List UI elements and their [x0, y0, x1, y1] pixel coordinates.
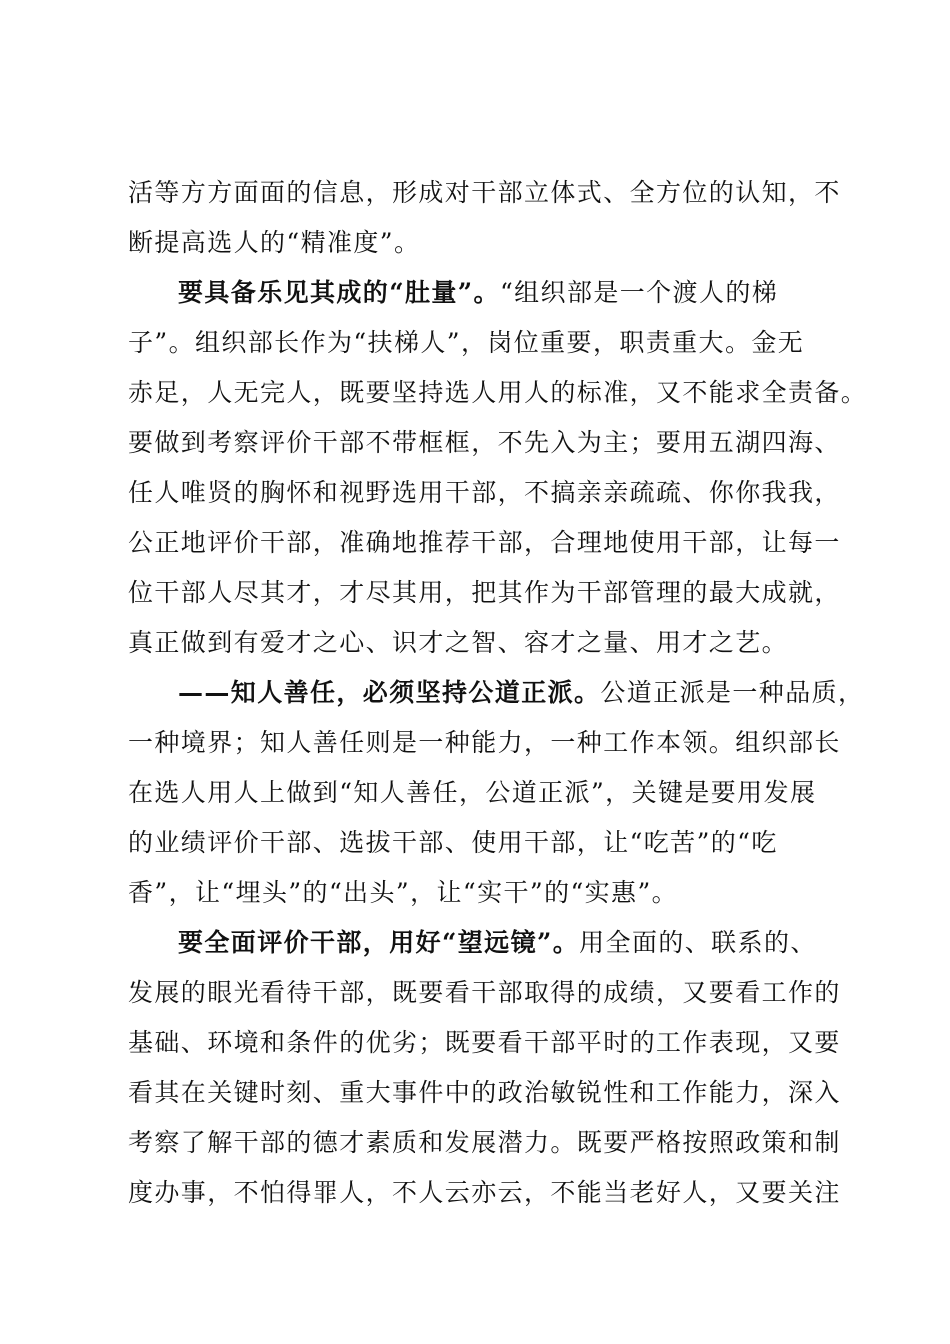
text-line: 活等方方面面的信息，形成对干部立体式、全方位的认知，不	[128, 178, 841, 207]
text-line: 公正地评价干部，准确地推荐干部，合理地使用干部，让每一	[128, 528, 841, 557]
paragraph-heading-line: 要全面评价干部，用好“望远镜”。用全面的、联系的、	[178, 928, 817, 957]
text-line: 在选人用人上做到“知人善任，公道正派”，关键是要用发展	[128, 778, 817, 807]
text-line: 基础、环境和条件的优劣；既要看干部平时的工作表现，又要	[128, 1028, 841, 1057]
bold-heading: 要全面评价干部，用好“望远镜”。	[178, 928, 580, 957]
text-line: 考察了解干部的德才素质和发展潜力。既要严格按照政策和制	[128, 1128, 841, 1157]
text-line: 的业绩评价干部、选拔干部、使用干部，让“吃苦”的“吃	[128, 828, 778, 857]
section-heading-line: ——知人善任，必须坚持公道正派。公道正派是一种品质，	[178, 678, 865, 707]
text-line: 要做到考察评价干部不带框框，不先入为主；要用五湖四海、	[128, 428, 841, 457]
text-line: 香”，让“埋头”的“出头”，让“实干”的“实惠”。	[128, 878, 679, 907]
text-line: 子”。组织部长作为“扶梯人”，岗位重要，职责重大。金无	[128, 328, 805, 357]
text-line: 发展的眼光看待干部，既要看干部取得的成绩，又要看工作的	[128, 978, 841, 1007]
bold-heading: ——知人善任，必须坚持公道正派。	[178, 678, 601, 707]
paragraph-heading-line: 要具备乐见其成的“肚量”。“组织部是一个渡人的梯	[178, 278, 779, 307]
text-line: 赤足，人无完人，既要坚持选人用人的标准，又不能求全责备。	[128, 378, 868, 407]
text-line: 任人唯贤的胸怀和视野选用干部，不搞亲亲疏疏、你你我我，	[128, 478, 841, 507]
text-line: 断提高选人的“精准度”。	[128, 228, 421, 257]
text-line: 看其在关键时刻、重大事件中的政治敏锐性和工作能力，深入	[128, 1078, 841, 1107]
text-line: 度办事，不怕得罪人，不人云亦云，不能当老好人，又要关注	[128, 1178, 841, 1207]
text-line: 一种境界；知人善任则是一种能力，一种工作本领。组织部长	[128, 728, 841, 757]
bold-heading: 要具备乐见其成的“肚量”。	[178, 278, 500, 307]
text-line: 位干部人尽其才，才尽其用，把其作为干部管理的最大成就，	[128, 578, 841, 607]
text-line: 真正做到有爱才之心、识才之智、容才之量、用才之艺。	[128, 628, 789, 657]
